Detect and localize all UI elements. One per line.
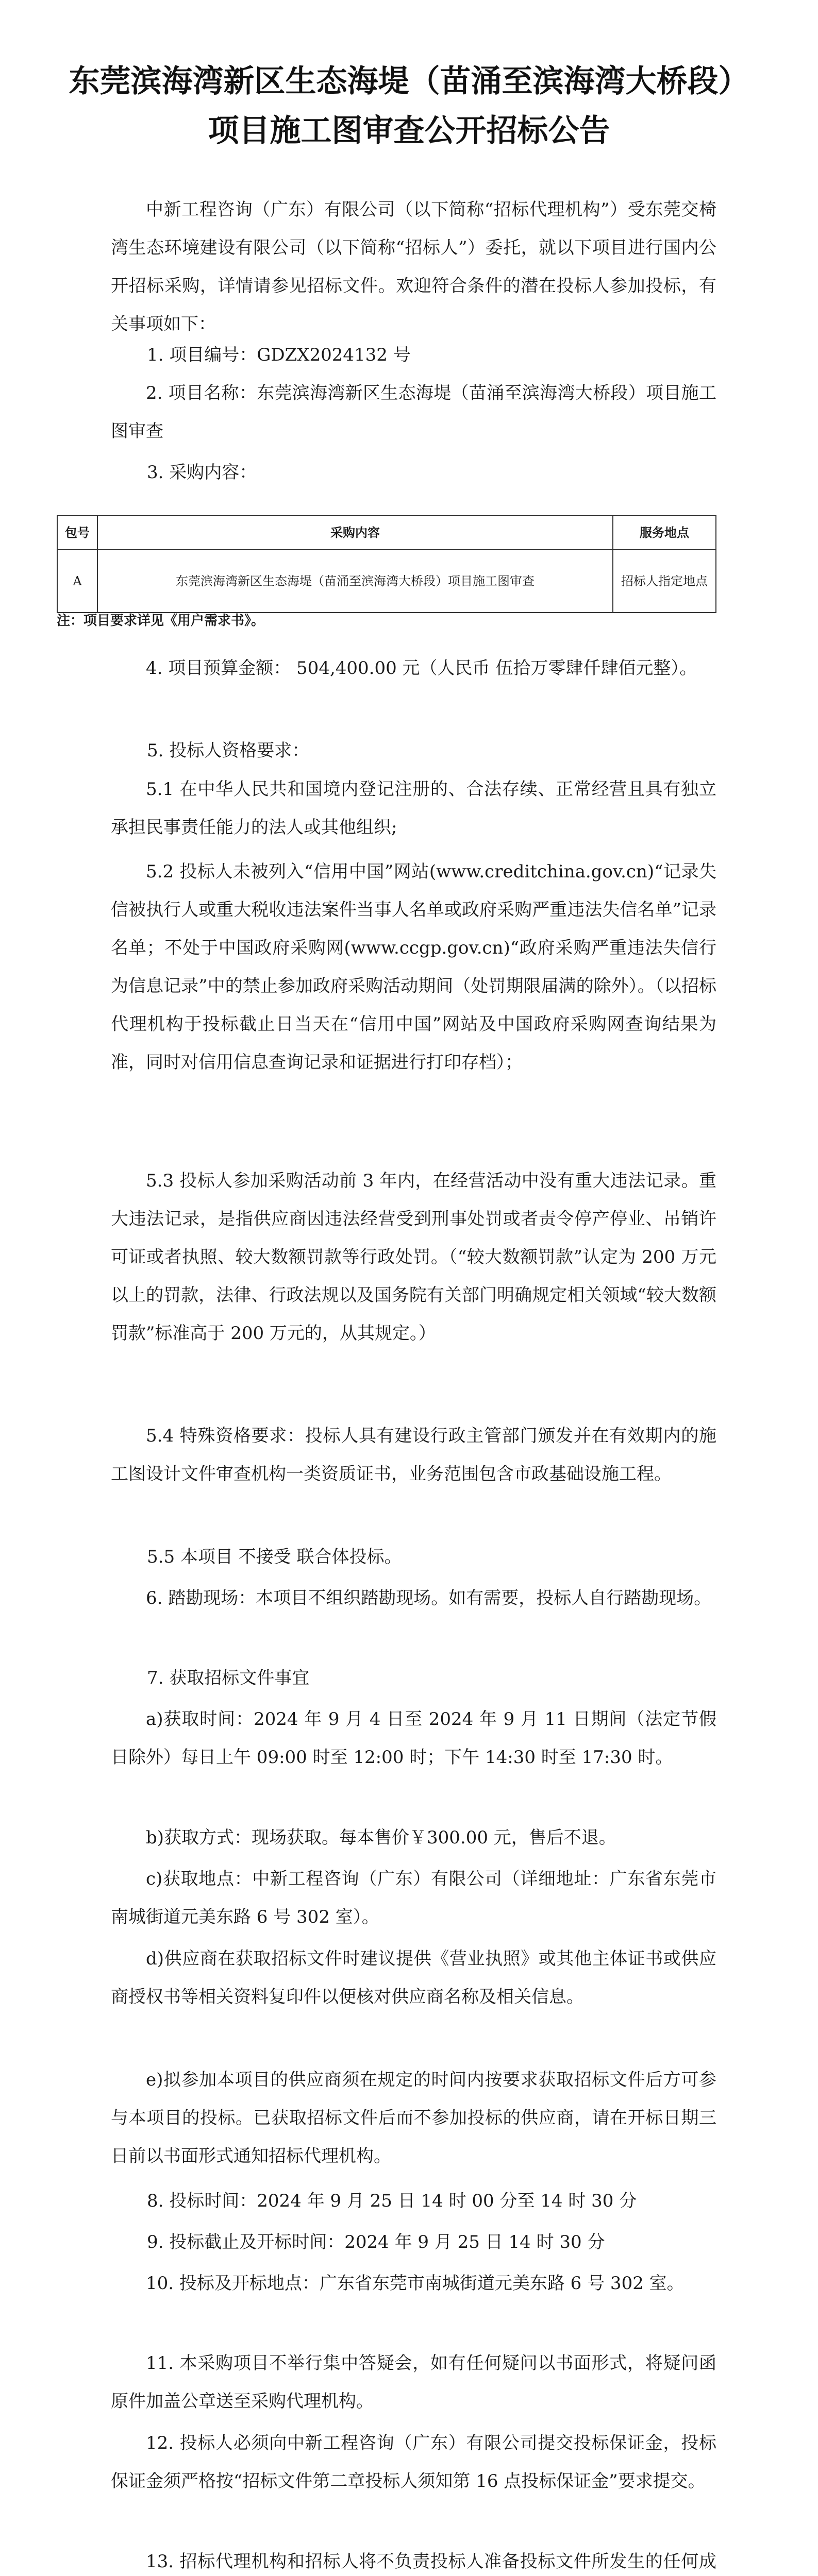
qualification-5-3: 5.3 投标人参加采购活动前 3 年内，在经营活动中没有重大违法记录。重大违法记录，是指供应商因违法经营受到刑事处罚或者责令停产停业、吊销许可证或者执照、较大数额罚款等行政处罚。（“较大数额罚款”认定为 200 万元以上的罚款，法律、行政法规以及国务院有关部门明确规定相关领域“较大数额罚款”标准高于 200 万元的，从其规定。） [111, 1171, 716, 1344]
budget-amount: 4. 项目预算金额： 504,400.00 元（人民币 伍拾万零肆仟肆佰元整）。 [146, 658, 697, 679]
bid-time: 8. 投标时间：2024 年 9 月 25 日 14 时 00 分至 14 时 30 分 [147, 2191, 637, 2211]
obtain-location: c)获取地点：中新工程咨询（广东）有限公司（详细地址：广东省东莞市南城街道元美东路 6 号 302 室）。 [111, 1869, 716, 1927]
obtain-requirement: e)拟参加本项目的供应商须在规定的时间内按要求获取招标文件后方可参与本项目的投标。已获取招标文件后而不参加投标的供应商，请在开标日期三日前以书面形式通知招标代理机构。 [111, 2070, 716, 2166]
qualification-5-5: 5.5 本项目 不接受 联合体投标。 [147, 1547, 402, 1567]
project-number: 1. 项目编号：GDZX2024132 号 [147, 345, 411, 365]
bid-bond: 12. 投标人必须向中新工程咨询（广东）有限公司提交投标保证金，投标保证金须严格按“招标文件第二章投标人须知第 16 点投标保证金”要求提交。 [111, 2433, 716, 2492]
obtain-method: b)获取方式：现场获取。每本售价￥300.00 元，售后不退。 [146, 1827, 616, 1848]
intro-paragraph: 中新工程咨询（广东）有限公司（以下简称“招标代理机构”）受东莞交椅湾生态环境建设有限公司（以下简称“招标人”）委托，就以下项目进行国内公开招标采购，详情请参见招标文件。欢迎符合条件的潜在投标人参加投标，有关事项如下： [111, 199, 716, 334]
qualification-5-4: 5.4 特殊资格要求：投标人具有建设行政主管部门颁发并在有效期内的施工图设计文件审查机构一类资质证书，业务范围包含市政基础设施工程。 [111, 1426, 716, 1484]
table-header-location: 服务地点 [613, 516, 716, 550]
table-row [57, 550, 716, 613]
qualification-heading: 5. 投标人资格要求： [147, 740, 310, 761]
table-cell-lot: A [57, 550, 97, 613]
project-name: 2. 项目名称：东莞滨海湾新区生态海堤（苗涌至滨海湾大桥段）项目施工图审查 [111, 383, 716, 442]
table-note: 注：项目要求详见《用户需求书》。 [57, 613, 265, 629]
bid-deadline: 9. 投标截止及开标时间：2024 年 9 月 25 日 14 时 30 分 [147, 2232, 605, 2252]
procurement-table [57, 515, 716, 613]
cost-disclaimer: 13. 招标代理机构和招标人将不负责投标人准备投标文件所发生的任何成 [146, 2551, 716, 2572]
obtain-time: a)获取时间：2024 年 9 月 4 日至 2024 年 9 月 11 日期间（法定节假日除外）每日上午 09:00 时至 12:00 时；下午 14:30 时至 17:30 时。 [111, 1709, 716, 1768]
page-title: 东莞滨海湾新区生态海堤（苗涌至滨海湾大桥段）项目施工图审查公开招标公告 [69, 63, 749, 149]
no-qa-meeting: 11. 本采购项目不举行集中答疑会，如有任何疑问以书面形式，将疑问函原件加盖公章送至采购代理机构。 [111, 2353, 716, 2412]
qualification-5-2: 5.2 投标人未被列入“信用中国”网站(www.creditchina.gov.cn)“记录失信被执行人或重大税收违法案件当事人名单或政府采购严重违法失信名单”记录名单；不处于中国政府采购网(www.ccgp.gov.cn)“政府采购严重违法失信行为信息记录”中的禁止参加政府采购活动期间（处罚期限届满的除外）。（以招标代理机构于投标截止日当天在“信用中国”网站及中国政府采购网查询结果为准，同时对信用信息查询记录和证据进行打印存档）； [111, 861, 716, 1073]
procurement-content-label: 3. 采购内容： [147, 462, 257, 483]
table-header-content: 采购内容 [97, 516, 613, 550]
table-header-lot: 包号 [57, 516, 97, 550]
table-header-row [57, 516, 716, 550]
table-cell-location: 招标人指定地点 [613, 550, 716, 613]
site-visit: 6. 踏勘现场：本项目不组织踏勘现场。如有需要，投标人自行踏勘现场。 [146, 1588, 712, 1608]
bid-location: 10. 投标及开标地点：广东省东莞市南城街道元美东路 6 号 302 室。 [146, 2273, 685, 2294]
obtain-documents-heading: 7. 获取招标文件事宜 [147, 1668, 310, 1688]
qualification-5-1: 5.1 在中华人民共和国境内登记注册的、合法存续、正常经营且具有独立承担民事责任能力的法人或其他组织; [111, 779, 716, 838]
table-cell-content: 东莞滨海湾新区生态海堤（苗涌至滨海湾大桥段）项目施工图审查 [97, 550, 613, 613]
obtain-materials: d)供应商在获取招标文件时建议提供《营业执照》或其他主体证书或供应商授权书等相关资料复印件以便核对供应商名称及相关信息。 [111, 1948, 716, 2007]
